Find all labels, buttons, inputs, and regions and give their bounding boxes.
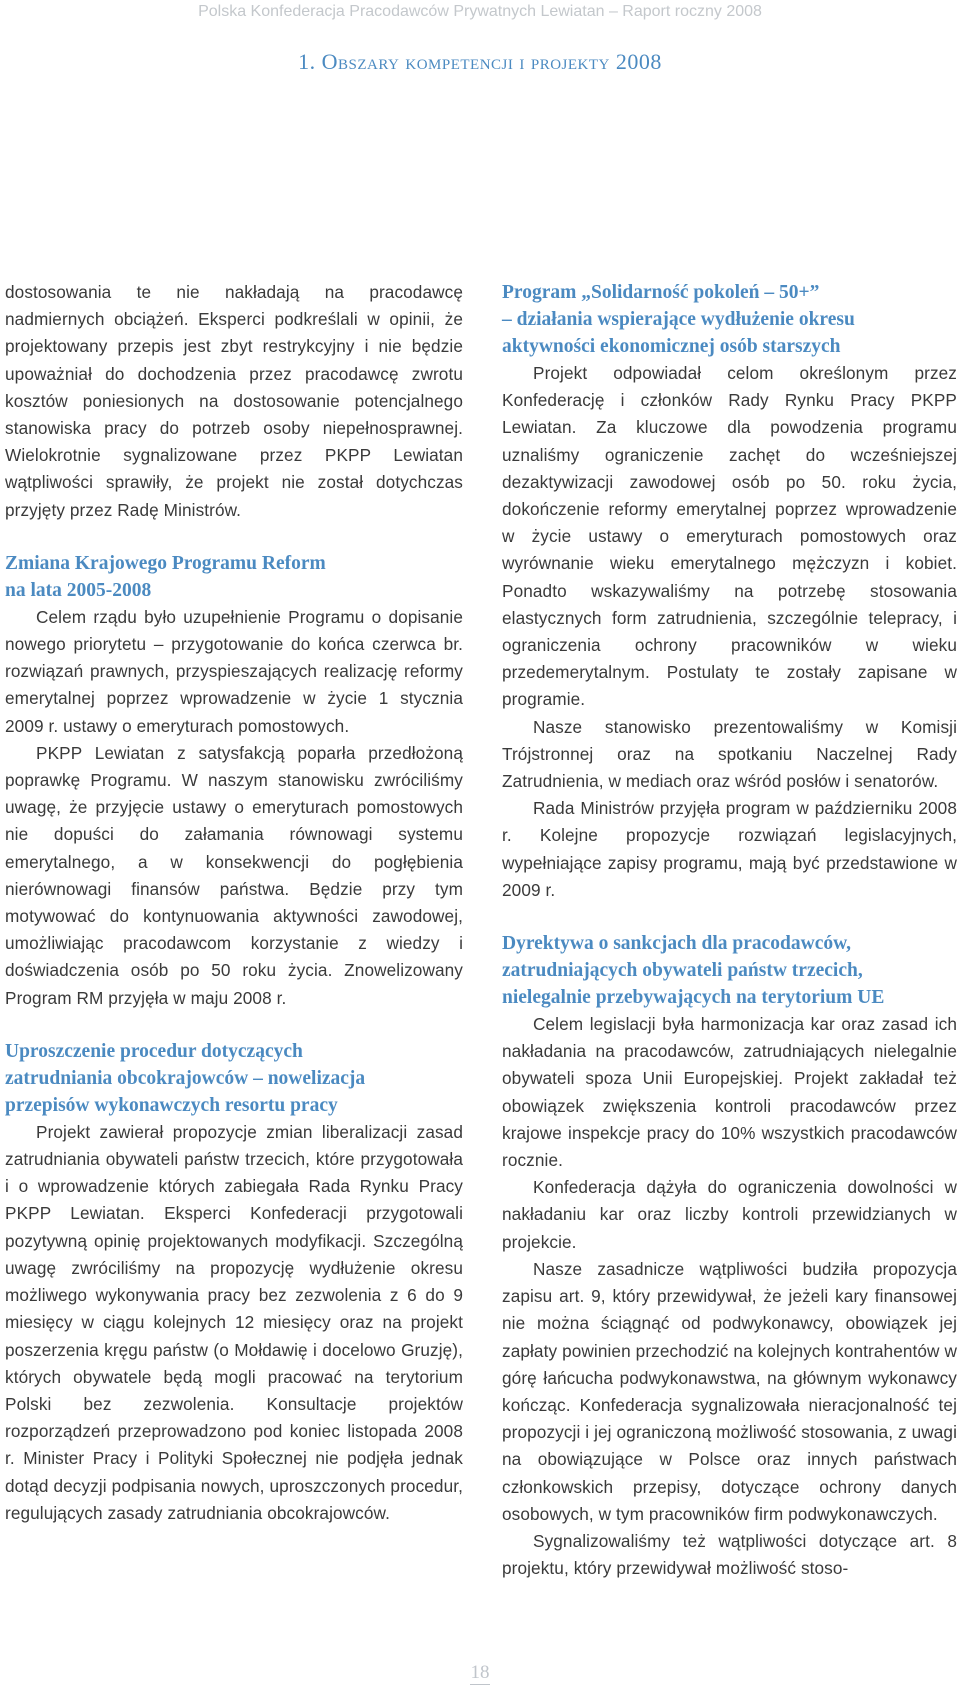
heading-line: zatrudniania obcokrajowców – nowelizacja bbox=[5, 1067, 366, 1089]
paragraph: Celem rządu było uzupełnienie Programu o dopisanie nowego priorytetu – przygotowanie do końca czerwca br. rozwiązań prawnych, przyspieszających realizację reformy emerytalnej poprzez wprowadzenie w życie 1 stycznia 2009 r. ustawy o emeryturach pomostowych. bbox=[5, 606, 463, 736]
paragraph: Nasze stanowisko prezentowaliśmy w Komisji Trójstronnej oraz na spotkaniu Naczelnej Rady Zatrudnienia, w mediach oraz wśród posłów i senatorów. bbox=[502, 716, 957, 792]
right-column bbox=[502, 279, 957, 1582]
paragraph: Nasze zasadnicze wątpliwości budziła propozycja zapisu art. 9, który przewidywał, że jeżeli kary finansowej nie można ściągnąć od podwykonawcy, obowiązek jej zapłaty powinien przechodzić na kolejnych kontrahentów w górę łańcucha podwykonawstwa, na głównym wykonawcy kończąc. Konfederacja sygnalizowała nieracjonalność tej propozycji i jej ograniczoną możliwość stosowania, z uwagi na obowiązujące w Polsce oraz innych państwach członkowskich przepisy, dotyczące ochrony danych osobowych, w tym pracowników firm podwykonawczych. bbox=[502, 1258, 957, 1524]
heading-line: – działania wspierające wydłużenie okresu bbox=[502, 309, 855, 330]
heading-line: Dyrektywa o sankcjach dla pracodawców, bbox=[502, 933, 852, 955]
heading-line: Program „Solidarność pokoleń – 50+” bbox=[502, 282, 820, 303]
heading-line: zatrudniających obywateli państw trzecich, bbox=[502, 960, 863, 982]
section-heading-zatrudnianie-obcokrajowcow bbox=[5, 1038, 463, 1119]
heading-line: na lata 2005-2008 bbox=[5, 579, 152, 601]
page-number: 18 bbox=[470, 1662, 490, 1683]
paragraph: dostosowania te nie nakładają na pracodawcę nadmiernych obciążeń. Eksperci podkreślali w opinii, że projektowany przepis jest zbyt restrykcyjny i nie będzie upoważniał do dochodzenia przez pracodawcę zwrotu kosztów poniesionych na dostosowanie potencjalnego stanowiska pracy do potrzeb osoby niepełnosprawnej. Wielokrotnie sygnalizowane przez PKPP Lewiatan wątpliwości sprawiły, że projekt nie został dotychczas przyjęty przez Radę Ministrów. bbox=[5, 282, 463, 520]
paragraph: Sygnalizowaliśmy też wątpliwości dotyczące art. 8 projektu, który przewidywał możliwość stoso- bbox=[502, 1530, 957, 1579]
section-heading-solidarnosc-pokolen bbox=[502, 279, 957, 360]
page-number-underline bbox=[470, 1684, 490, 1685]
left-column bbox=[5, 279, 463, 1527]
paragraph: Rada Ministrów przyjęła program w październiku 2008 r. Kolejne propozycje rozwiązań legislacyjnych, wypełniające zapisy programu, mają być przedstawione w 2009 r. bbox=[502, 798, 957, 900]
paragraph: Konfederacja dążyła do ograniczenia dowolności w nakładaniu kar oraz liczby kontroli przewidzianych w projekcie. bbox=[502, 1177, 957, 1252]
heading-line: aktywności ekonomicznej osób starszych bbox=[502, 336, 841, 357]
paragraph: PKPP Lewiatan z satysfakcją poparła przedłożoną poprawkę Programu. W naszym stanowisku zwróciliśmy uwagę, że przyjęcie ustawy o emeryturach pomostowych nie dopuści do załamania równowagi systemu emerytalnego, a w konsekwencji do pogłębienia nierównowagi finansów państwa. Będzie przy tym motywować do kontynuowania aktywności zawodowej, umożliwiając pracodawcom korzystanie z wiedzy i doświadczenia osób po 50 roku życia. Znowelizowany Program RM przyjęła w maju 2008 r. bbox=[5, 742, 463, 1008]
paragraph: Projekt odpowiadał celom określonym przez Konfederację i członków Rady Rynku Pracy PKPP Lewiatan. Za kluczowe dla powodzenia programu uznaliśmy ograniczenie zachęt do wcześniejszej dezaktywizacji zawodowej osób po 50. roku życia, dokończenie reformy emerytalnej poprzez wprowadzenie w życie ustawy o emeryturach pomostowych oraz wyrównanie wieku emerytalnego mężczyzn i kobiet. Ponadto wskazywaliśmy na potrzebę stosowania elastycznych form zatrudnienia, szczególnie telepracy, i ograniczenia ochrony pracowników w wieku przedemerytalnym. Postulaty te zostały zapisane w programie. bbox=[502, 363, 957, 710]
heading-line: Zmiana Krajowego Programu Reform bbox=[5, 552, 326, 574]
paragraph: Celem legislacji była harmonizacja kar oraz zasad ich nakładania na pracodawców, zatrudniających nielegalnie obywateli spoza Unii Europejskiej. Projekt zakładał też obowiązek zwiększenia kontroli pracodawców przez krajowe inspekcje pracy do 10% wszystkich pracodawców rocznie. bbox=[502, 1014, 957, 1171]
chapter-title: 1. Obszary kompetencji i projekty 2008 bbox=[298, 49, 662, 74]
heading-line: Uproszczenie procedur dotyczących bbox=[5, 1040, 303, 1062]
paragraph: Projekt zawierał propozycje zmian liberalizacji zasad zatrudniania obywateli państw trzecich, które przygotowała i o wprowadzenie których zabiegała Rada Rynku Pracy PKPP Lewiatan. Eksperci Konfederacji przygotowali pozytywną opinię projektowanych modyfikacji. Szczególną uwagę zwróciliśmy na propozycję wydłużenie okresu możliwego wykonywania pracy bez zezwolenia z 6 do 9 miesięcy w ciągu kolejnych 12 miesięcy oraz na projekt poszerzenia kręgu państw (o Mołdawię i docelowo Gruzję), których obywatele będą mogli pracować na terytorium Polski bez zezwolenia. Konsultacje projektów rozporządzeń przeprowadzono pod koniec listopada 2008 r. Minister Pracy i Polityki Społecznej nie podjęła jednak dotąd decyzji podpisania nowych, uproszczonych procedur, regulujących zasady zatrudniania obcokrajowców. bbox=[5, 1121, 463, 1523]
heading-line: przepisów wykonawczych resortu pracy bbox=[5, 1094, 338, 1116]
section-heading-dyrektywa-o-sankcjach bbox=[502, 930, 957, 1011]
section-heading-krajowy-program-reform bbox=[5, 550, 463, 604]
running-header: Polska Konfederacja Pracodawców Prywatnych Lewiatan – Raport roczny 2008 bbox=[198, 3, 762, 20]
heading-line: nielegalnie przebywających na terytorium UE bbox=[502, 987, 885, 1009]
